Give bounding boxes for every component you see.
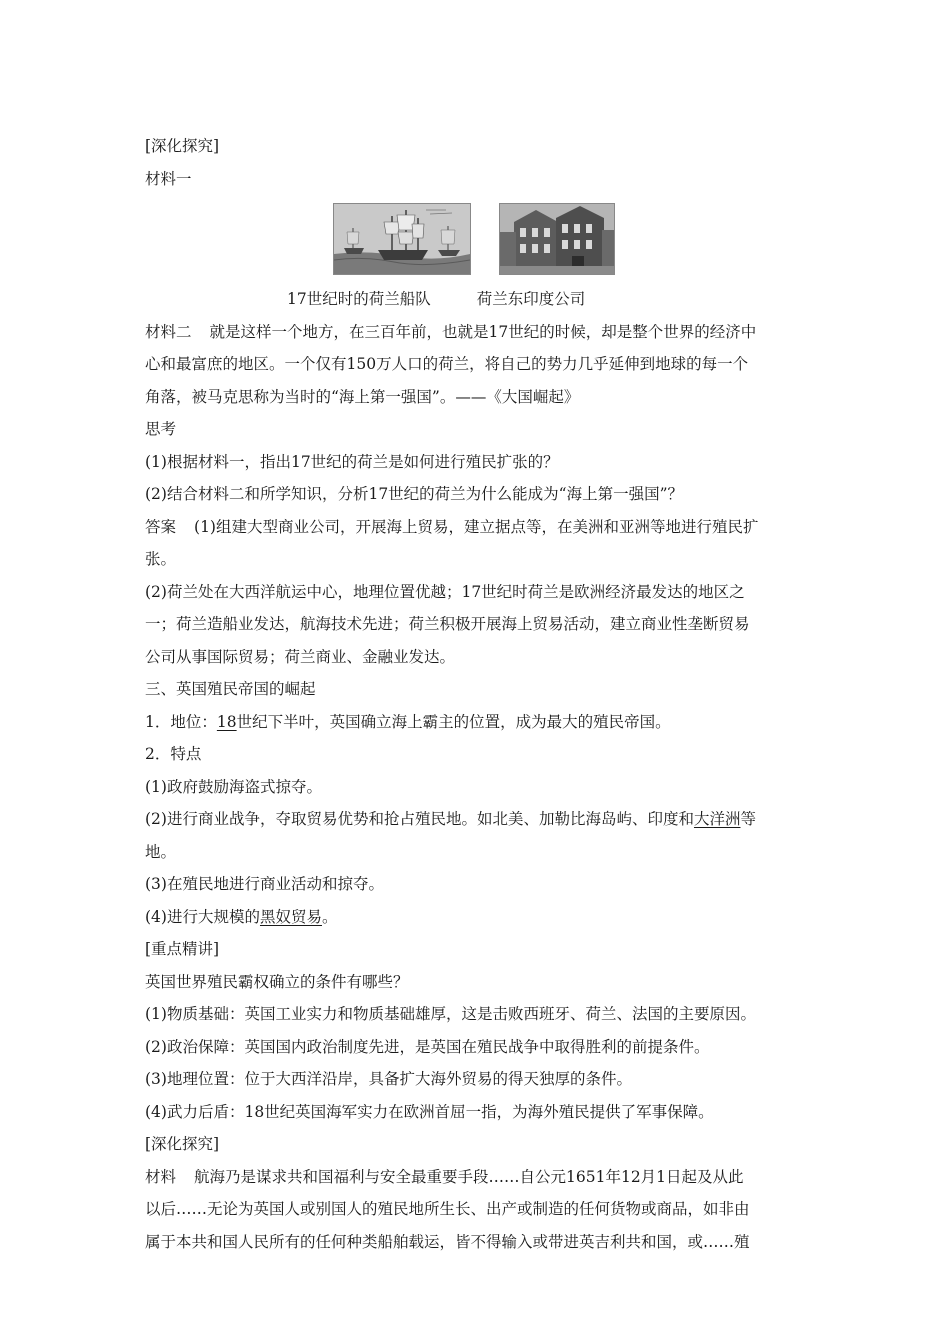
key-question: 英国世界殖民霸权确立的条件有哪些？	[145, 972, 409, 991]
think-label: 思考	[145, 420, 177, 438]
figure-captions	[145, 283, 807, 316]
answer-2-line-2: 一；荷兰造船业发达，航海技术先进；荷兰积极开展海上贸易活动，建立商业性垄断贸易	[145, 615, 750, 633]
point-1-prefix: 1．地位：	[145, 712, 217, 731]
key-point-3: (3)地理位置：位于大西洋沿岸，具备扩大海外贸易的得天独厚的条件。	[145, 1070, 632, 1088]
underlined-answer: 黑奴贸易	[259, 907, 322, 926]
section-heading: [深化探究]	[145, 1135, 220, 1153]
key-point-1: (1)物质基础：英国工业实力和物质基础雄厚，这是击败西班牙、荷兰、法国的主要原因。	[145, 1005, 756, 1023]
point-1-text: 世纪下半叶，英国确立海上霸主的位置，成为最大的殖民帝国。	[236, 712, 671, 731]
material-label: 材料	[145, 1167, 177, 1186]
key-point-2: (2)政治保障：英国国内政治制度先进，是英国在殖民战争中取得胜利的前提条件。	[145, 1037, 710, 1056]
document-page	[145, 130, 807, 1258]
feature-2-text: (2)进行商业战争，夺取贸易优势和抢占殖民地。如北美、加勒比海岛屿、印度和	[145, 810, 694, 828]
feature-3: (3)在殖民地进行商业活动和掠夺。	[145, 875, 384, 893]
point-2: 2．特点	[145, 745, 202, 763]
feature-4	[145, 901, 807, 934]
material-two-line-1	[145, 316, 807, 349]
answer-2-line-1: (2)荷兰处在大西洋航运中心，地理位置优越；17世纪时荷兰是欧洲经济最发达的地区之	[145, 582, 745, 601]
section-heading: [重点精讲]	[145, 940, 220, 958]
feature-2-line-1	[145, 803, 807, 836]
underlined-answer: 18	[216, 712, 237, 731]
key-point-4: (4)武力后盾：18世纪英国海军实力在欧洲首屈一指，为海外殖民提供了军事保障。	[145, 1102, 714, 1121]
material-two-line-2: 心和最富庶的地区。一个仅有150万人口的荷兰，将自己的势力几乎延伸到地球的每一个	[145, 355, 749, 373]
east-india-company-image	[499, 203, 615, 275]
dutch-fleet-image	[333, 203, 471, 275]
material-line-1	[145, 1161, 807, 1194]
material-text: 航海乃是谋求共和国福利与安全最重要手段……自公元1651年12月1日起及从此	[194, 1167, 744, 1186]
answer-line-2: 张。	[145, 550, 177, 568]
underlined-answer: 大洋洲	[693, 810, 741, 828]
figure-caption-fleet: 17世纪时的荷兰船队	[287, 290, 431, 308]
feature-2-text-end: 等	[740, 810, 756, 828]
material-text: 就是这样一个地方，在三百年前，也就是17世纪的时候，却是整个世界的经济中	[209, 322, 757, 341]
feature-2-line-2: 地。	[145, 842, 177, 861]
feature-1: (1)政府鼓励海盗式掠夺。	[145, 777, 322, 796]
answer-label: 答案	[145, 517, 177, 536]
question-2: (2)结合材料二和所学知识，分析17世纪的荷兰为什么能成为“海上第一强国”？	[145, 485, 684, 503]
point-1	[145, 706, 807, 739]
answer-text: (1)组建大型商业公司，开展海上贸易，建立据点等，在美洲和亚洲等地进行殖民扩	[194, 517, 759, 536]
material-label: 材料一	[145, 169, 192, 188]
answer-line-1	[145, 511, 807, 544]
figure-row	[145, 203, 807, 283]
material-two-line-3: 角落，被马克思称为当时的“海上第一强国”。——《大国崛起》	[145, 387, 580, 406]
material-label: 材料二	[145, 322, 192, 341]
material-line-3: 属于本共和国人民所有的任何种类船舶载运，皆不得输入或带进英吉利共和国，或……殖	[145, 1232, 750, 1251]
answer-2-line-3: 公司从事国际贸易；荷兰商业、金融业发达。	[145, 647, 456, 666]
figure-caption-company: 荷兰东印度公司	[476, 290, 586, 308]
feature-4-text: (4)进行大规模的	[145, 907, 260, 926]
question-1: (1)根据材料一，指出17世纪的荷兰是如何进行殖民扩张的？	[145, 452, 559, 471]
section-heading: [深化探究]	[145, 137, 220, 155]
material-line-2: 以后……无论为英国人或别国人的殖民地所生长、出产或制造的任何货物或商品，如非由	[145, 1200, 750, 1218]
section-title: 三、英国殖民帝国的崛起	[145, 680, 316, 698]
feature-4-end: 。	[321, 907, 338, 926]
